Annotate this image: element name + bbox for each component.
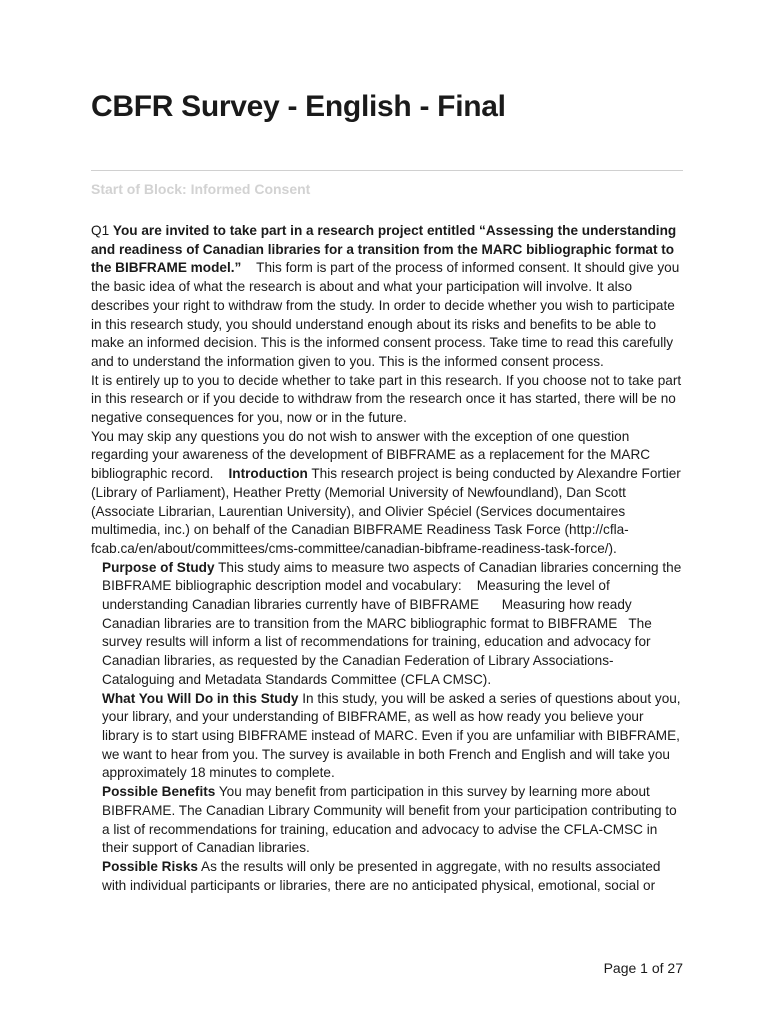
benefits-text: You may benefit from participation in this survey by learning more about BIBFRAME. The Canadian Library Community will benefit from your participation contributing to a list of recommendations for training, education and advocacy to advise the CFLA-CMSC in their support of Canadian libraries. xyxy=(102,784,677,856)
what-paragraph xyxy=(91,690,683,784)
purpose-paragraph xyxy=(91,559,683,690)
purpose-heading: Purpose of Study xyxy=(102,559,215,575)
introduction-heading: Introduction xyxy=(228,466,308,482)
risks-text: As the results will only be presented in aggregate, with no results associated with individual participants or libraries, there are no anticipated physical, emotional, social or xyxy=(102,858,661,893)
question-q1 xyxy=(91,222,683,895)
what-heading: What You Will Do in this Study xyxy=(102,690,299,706)
purpose-item-2: Measuring how ready Canadian libraries are to transition from the MARC bibliographic format to BIBFRAME xyxy=(102,597,632,631)
purpose-item-1: Measuring the level of understanding Canadian libraries currently have of BIBFRAME xyxy=(102,578,610,613)
introduction-text: This research project is being conducted by Alexandre Fortier (Library of Parliament), Heather Pretty (Memorial University of Newfoundland), Dan Scott (Associate Librarian, Laurentian University), and Olivier Spéciel (Services documentaires multimedia, inc.) on behalf of the Canadian BIBFRAME Readiness Task Force (http://cfla-fcab.ca/en/about/committees/cms-committee/canadian-bibframe-readiness-task-force/). xyxy=(91,466,681,556)
q1-skip-text: You may skip any questions you do not wish to answer with the exception of one question regarding your awareness of the development of BIBFRAME as a replacement for the MARC bibliographic record. xyxy=(91,428,651,482)
purpose-text-a: This study aims to measure two aspects of Canadian libraries concerning the BIBFRAME bibliographic description model and vocabulary: xyxy=(102,559,682,594)
risks-heading: Possible Risks xyxy=(102,858,198,874)
q1-intro-paragraph xyxy=(91,222,683,372)
page-number: Page 1 of 27 xyxy=(603,960,683,976)
q1-intro-bold: You are invited to take part in a research project entitled “Assessing the understanding and readiness of Canadian libraries for a transition from the MARC bibliographic format to the BIBFRAME model.” xyxy=(91,223,677,276)
benefits-heading: Possible Benefits xyxy=(102,784,216,800)
question-number: Q1 xyxy=(91,223,110,238)
what-text: In this study, you will be asked a series of questions about you, your library, and your understanding of BIBFRAME, as well as how ready you believe your library is to start using BIBFRAME instead of MARC. Even if you are unfamiliar with BIBFRAME, we want to hear from you. The survey is available in both French and English and will take you approximately 18 minutes to complete. xyxy=(102,690,681,781)
block-label: Start of Block: Informed Consent xyxy=(91,181,311,197)
benefits-paragraph xyxy=(91,783,683,858)
purpose-text-b: The survey results will inform a list of recommendations for training, education and advocacy for Canadian libraries, as requested by the Canadian Federation of Library Associations-Cataloguing and Metadata Standards Committee (CFLA CMSC). xyxy=(102,615,652,687)
q1-voluntary-paragraph: It is entirely up to you to decide whether to take part in this research. If you choose not to take part in this research or if you decide to withdraw from the research once it has started, there will be no negative consequences for you, now or in the future. xyxy=(91,372,682,426)
section-divider xyxy=(91,170,683,171)
page-title: CBFR Survey - English - Final xyxy=(91,90,506,123)
q1-skip-paragraph xyxy=(91,428,683,559)
risks-paragraph xyxy=(91,858,683,895)
q1-intro-text: This form is part of the process of informed consent. It should give you the basic idea of what the research is about and what your participation will involve. It also describes your right to withdraw from the study. In order to decide whether you wish to participate in this research study, you should understand enough about its risks and benefits to be able to make an informed decision. This is the informed consent process. Take time to read this carefully and to understand the information given to you. This is the informed consent process. xyxy=(91,260,680,369)
